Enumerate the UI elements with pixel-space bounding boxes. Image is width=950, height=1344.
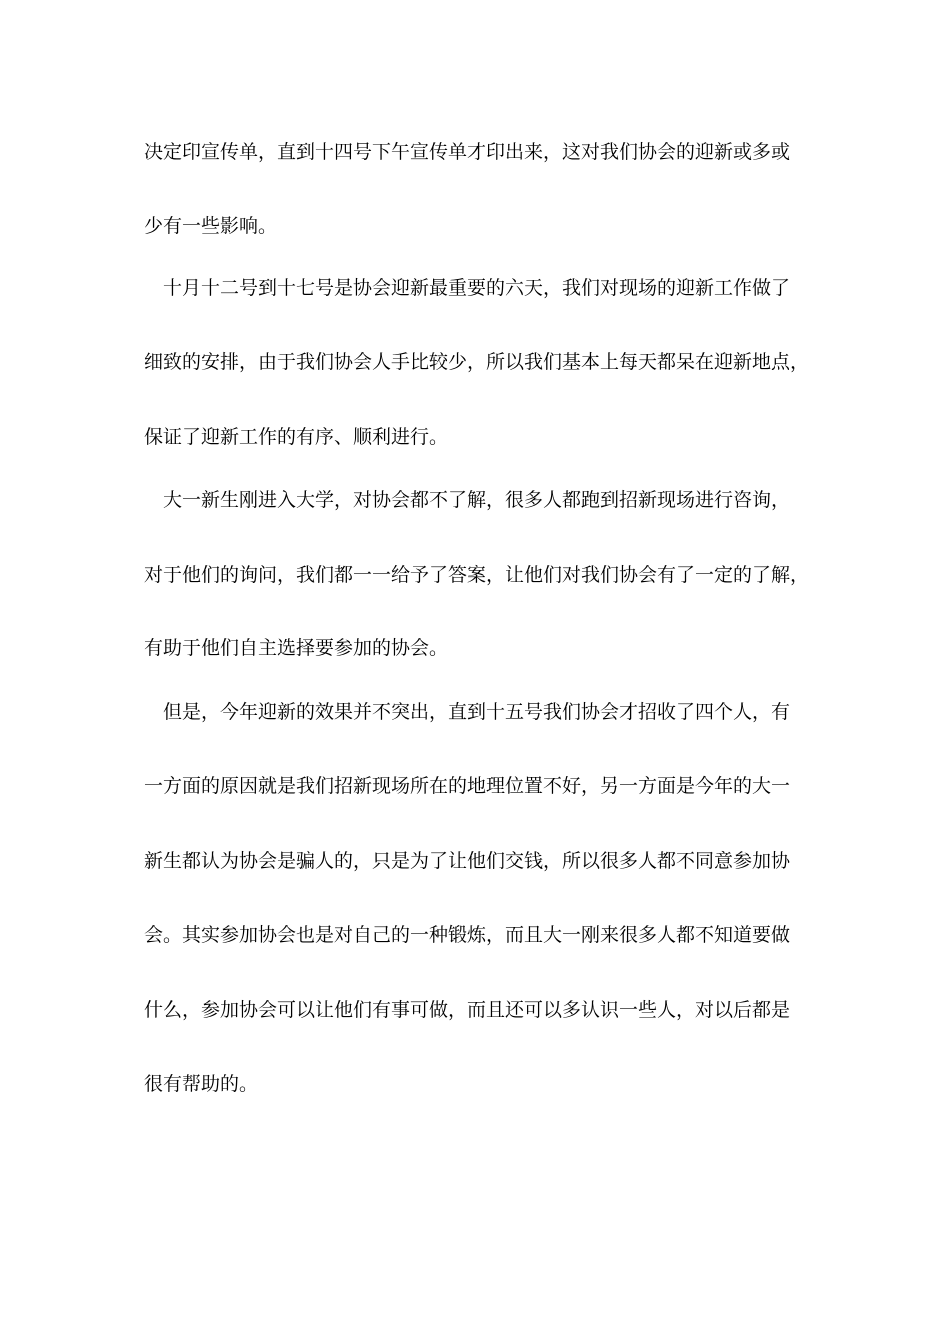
- paragraph-line: 保证了迎新工作的有序、顺利进行。: [144, 426, 449, 448]
- paragraph-line: 一方面的原因就是我们招新现场所在的地理位置不好，另一方面是今年的大一: [144, 775, 791, 797]
- paragraph-line: 少有一些影响。: [144, 215, 278, 237]
- paragraph-line: 很有帮助的。: [144, 1073, 259, 1095]
- paragraph-line: 什么，参加协会可以让他们有事可做，而且还可以多认识一些人，对以后都是: [144, 999, 791, 1021]
- paragraph-line: 决定印宣传单，直到十四号下午宣传单才印出来，这对我们协会的迎新或多或: [144, 141, 791, 163]
- paragraph-line: 但是，今年迎新的效果并不突出，直到十五号我们协会才招收了四个人，有: [163, 701, 791, 723]
- paragraph-line: 对于他们的询问，我们都一一给予了答案，让他们对我们协会有了一定的了解，: [144, 564, 810, 586]
- paragraph-line: 大一新生刚进入大学，对协会都不了解，很多人都跑到招新现场进行咨询，: [163, 489, 791, 511]
- paragraph-line: 有助于他们自主选择要参加的协会。: [144, 637, 449, 659]
- paragraph-line: 会。其实参加协会也是对自己的一种锻炼，而且大一刚来很多人都不知道要做: [144, 924, 791, 946]
- paragraph-line: 细致的安排，由于我们协会人手比较少，所以我们基本上每天都呆在迎新地点，: [144, 351, 810, 373]
- paragraph-line: 十月十二号到十七号是协会迎新最重要的六天，我们对现场的迎新工作做了: [163, 277, 791, 299]
- paragraph-line: 新生都认为协会是骗人的，只是为了让他们交钱，所以很多人都不同意参加协: [144, 850, 791, 872]
